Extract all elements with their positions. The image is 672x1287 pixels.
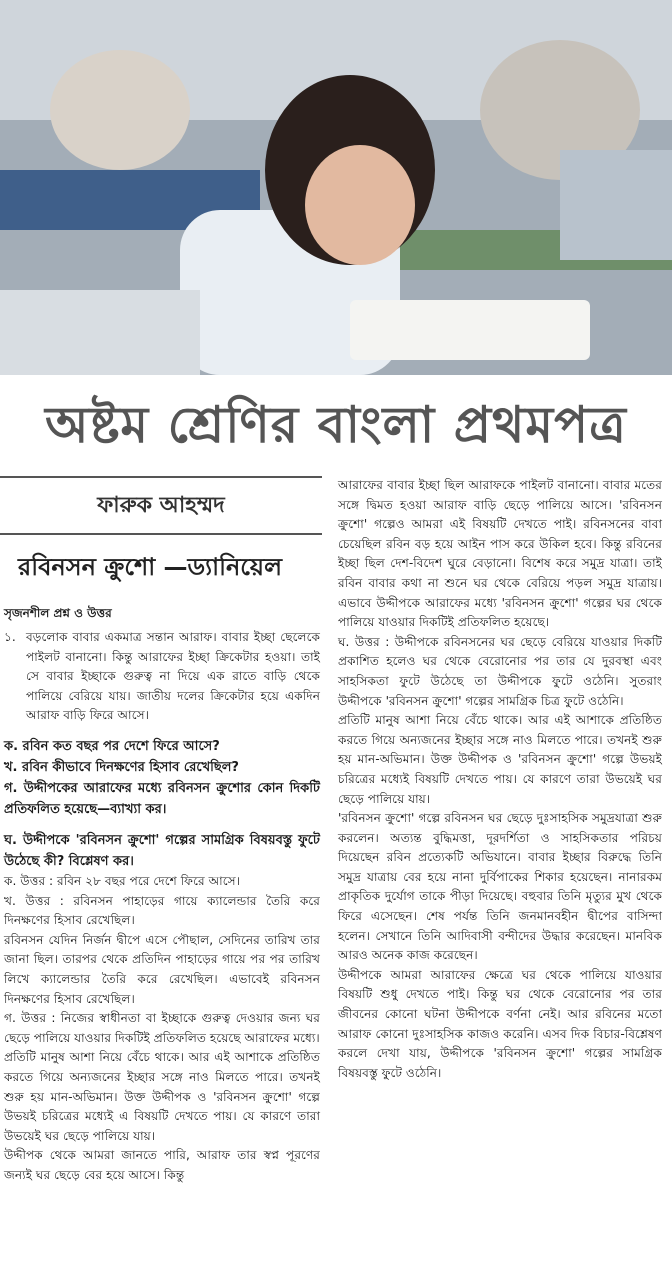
answer-gha-detail: প্রতিটি মানুষ আশা নিয়ে বেঁচে থাকে। আর এই আশাকে প্রতিষ্ঠিত করতে গিয়ে অন্যজনের ইচ্ছার সঙ্গে নাও মিলতে পারে। তখনই শুরু হয় মান-অভিমান। উক্ত উদ্দীপক ও 'রবিনসন ক্রুশো' গল্পে উভয়ই চরিত্রের মধ্যেই বিষয়টি দেখতে পায়। যে কারণে তারা উভয়েই ঘর ছেড়ে পালিয়ে যায়। xyxy=(338,713,662,806)
stimulus-paragraph xyxy=(0,628,322,726)
question-kha: খ. রবিন কীভাবে দিনক্ষণের হিসাব রেখেছিল? xyxy=(4,759,239,775)
answer-kha: খ. উত্তর : রবিনসন পাহাড়ের গায়ে ক্যালেন্ডার তৈরি করে দিনক্ষণের হিসাব রেখেছিল। xyxy=(4,893,320,928)
answer-ga-detail: প্রতিটি মানুষ আশা নিয়ে বেঁচে থাকে। আর এই আশাকে প্রতিষ্ঠিত করতে গিয়ে অন্যজনের ইচ্ছার সঙ্গে নাও মিলতে পারে। তখনই শুরু হয় মান-অভিমান। উক্ত উদ্দীপক ও 'রবিনসন ক্রুশো' গল্পে উভয়ই চরিত্রের মধ্যেই এ বিষয়টি দেখতে পায়। যে কারণে তারা উভয়েই ঘর ছেড়ে পালিয়ে যায়। xyxy=(4,1050,320,1143)
left-column xyxy=(0,476,322,1185)
answer-gha: ঘ. উত্তর : উদ্দীপকে রবিনসনের ঘর ছেড়ে বেরিয়ে যাওয়ার দিকটি প্রকাশিত হলেও ঘর থেকে বেরোনোর পর তার যে দুরবস্থা এবং সাহসিকতা ফুটে উঠেছে তা উদ্দীপকে ফুটে ওঠেনি। সুতরাং উদ্দীপকে 'রবিনসন ক্রুশো' গল্পের সামগ্রিক চিত্র ফুটে ওঠেনি। xyxy=(338,634,662,708)
section-label: সৃজনশীল প্রশ্ন ও উত্তর xyxy=(4,606,112,620)
author-name: ফারুক আহম্মদ xyxy=(97,493,225,518)
right-column xyxy=(334,476,664,1083)
stimulus-text: বড়লোক বাবার একমাত্র সন্তান আরাফ। বাবার ইচ্ছা ছেলেকে পাইলট বানানো। কিন্তু আরাফের ইচ্ছা ক্রিকেটার হওয়া। তাই সে বাবার ইচ্ছাকে গুরুত্ব না দিয়ে এক রাতে বাড়ি থেকে পালিয়ে বেরিয়ে যায়। জাতীয় দলের ক্রিকেটার হয়ে একদিন আরাফ বাড়ি ফিরে আসে। xyxy=(26,630,320,723)
header-photo xyxy=(0,0,672,375)
answer-kha-detail: রবিনসন যেদিন নির্জন দ্বীপে এসে পৌছাল, সেদিনের তারিখ তার জানা ছিল। তারপর থেকে প্রতিদিন পাহাড়ের গায়ে পর পর তারিখ লিখে ক্যালেন্ডার তৈরি করে রেখেছিল। এভাবেই রবিনসন দিনক্ষণের হিসাব রেখেছিল। xyxy=(4,932,320,1006)
answer-ga: গ. উত্তর : নিজের স্বাধীনতা বা ইচ্ছাকে গুরুত্ব দেওয়ার জন্য ঘর ছেড়ে পালিয়ে যাওয়ার দিকটিই প্রতিফলিত হয়েছে আরাফের মধ্যে। xyxy=(4,1011,320,1045)
headline: অষ্টম শ্রেণির বাংলা প্রথমপত্র xyxy=(45,395,627,454)
answer-gha-conclusion: উদ্দীপকে আমরা আরাফের ক্ষেত্রে ঘর থেকে পালিয়ে যাওয়ার বিষয়টি শুধু দেখতে পাই। কিন্তু ঘর থেকে বেরোনোর পর তার জীবনের কোনো ঘটনা উদ্দীপকে বর্ণনা নেই। আর রবিনের মতো আরাফ কোনো দুঃসাহসিক কাজও করেনি। এসব দিক বিচার-বিশ্লেষণ করলে দেখা যায়, উদ্দীপকে 'রবিনসন ক্রুশো' গল্পের সামগ্রিক বিষয়বস্তু ফুটে ওঠেনি। xyxy=(338,967,662,1080)
answer-ga-detail-2: উদ্দীপক থেকে আমরা জানতে পারি, আরাফ তার স্বপ্ন পূরণের জন্যই ঘর ছেড়ে বের হয়ে আসে। কিন্তু xyxy=(4,1148,320,1182)
student-writing-photo xyxy=(0,0,672,375)
answer-ka: ক. উত্তর : রবিন ২৮ বছর পরে দেশে ফিরে আসে। xyxy=(4,873,241,888)
question-gha: ঘ. উদ্দীপকে 'রবিনসন ক্রুশো' গল্পের সামগ্রিক বিষয়বস্তু ফুটে উঠেছে কী? বিশ্লেষণ কর। xyxy=(4,832,320,869)
answer-gha-detail-2: 'রবিনসন ক্রুশো' গল্পে রবিনসন ঘর ছেড়ে দুঃসাহসিক সমুদ্রযাত্রা শুরু করলেন। অত্যন্ত বুদ্ধিমত্তা, দূরদর্শিতা ও সাহসিকতার পরিচয় দিয়েছেন রবিন প্রত্যেকটি অভিযানে। বাবার ইচ্ছার বিরুদ্ধে তিনি সমুদ্র যাত্রায় বের হয়ে নানা দুর্বিপাকের শিকার হয়েছেন। নানারকম প্রাকৃতিক দুর্যোগ তাকে পীড়া দিয়েছে। বহুবার তিনি মৃত্যুর মুখ থেকে ফিরে এসেছেন। শেষ পর্যন্ত তিনি জনমানবহীন দ্বীপের বাসিন্দা হলেন। সেখানে তিনি আদিবাসী বন্দীদের উদ্ধার করেছেন। মানবিক আরও অনেক কাজ করেছেন। xyxy=(338,811,662,963)
question-number: ১. xyxy=(4,630,16,644)
question-ka: ক. রবিন কত বছর পর দেশে ফিরে আসে? xyxy=(4,738,220,754)
answer-ga-continued: আরাফের বাবার ইচ্ছা ছিল আরাফকে পাইলট বানানো। বাবার মতের সঙ্গে দ্বিমত হওয়া আরাফ বাড়ি ছেড়ে পালিয়ে আসে। 'রবিনসন ক্রুশো' গল্পেও আমরা এই বিষয়টি দেখতে পাই। রবিনসনের বাবা চেয়েছিল রবিন বড় হয়ে আইন পাস করে উকিল হবে। কিন্তু রবিনের ইচ্ছা ছিল দেশ-বিদেশ ঘুরে বেড়ানো। বিশেষ করে সমুদ্র যাত্রা। তাই রবিন বাবার কথা না শুনে ঘর থেকে বেরিয়ে পড়ল সমুদ্র যাত্রায়। এভাবে উদ্দীপকে আরাফের মধ্যে 'রবিনসন ক্রুশো' গল্পের ঘর থেকে পালিয়ে যাওয়ার দিকটিই প্রতিফলিত হয়েছে। xyxy=(338,478,662,630)
question-ga: গ. উদ্দীপকের আরাফের মধ্যে রবিনসন ক্রুশোর কোন দিকটি প্রতিফলিত হয়েছে—ব্যাখ্যা কর। xyxy=(4,780,320,817)
story-title: রবিনসন ক্রুশো —ড্যানিয়েল xyxy=(18,553,282,581)
